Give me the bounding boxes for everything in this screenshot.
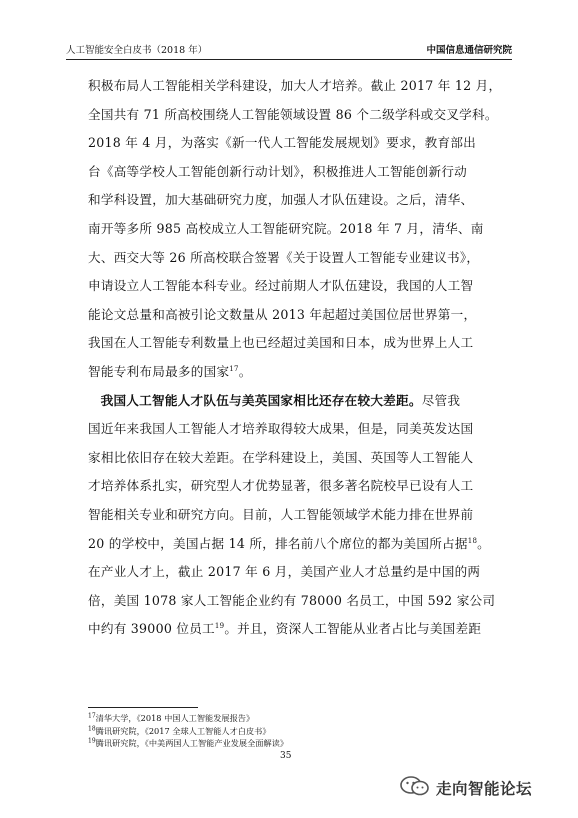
page-header xyxy=(66,44,512,60)
body-text-span: 20 的学校中，美国占据 14 所，排名前八个席位的都为美国所占据 xyxy=(88,535,468,551)
body-line: 台《高等学校人工智能创新行动计划》，积极推进人工智能创新行动 xyxy=(88,163,468,179)
body-text-span: 。 xyxy=(238,363,252,379)
footnote-text: 腾讯研究院，《2017 全球人工智能人才白皮书》 xyxy=(95,725,271,736)
body-line: 才培养体系扎实，研究型人才优势显著，很多著名院校早已设有人工 xyxy=(88,478,474,494)
body-line: 2018 年 4 月，为落实《新一代人工智能发展规划》要求，教育部出 xyxy=(88,135,477,151)
header-right-org: 中国信息通信研究院 xyxy=(426,45,512,56)
body-text-span: 。 xyxy=(477,535,491,551)
bold-lead-sentence: 我国人工智能人才队伍与美英国家相比还存在较大差距。 xyxy=(100,392,422,408)
body-line xyxy=(88,615,504,644)
body-line: 能论文总量和高被引论文数量从 2013 年起超过美国位居世界第一， xyxy=(88,306,477,322)
body-line: 倍，美国 1078 家人工智能企业约有 78000 名员工，中国 592 家公司 xyxy=(88,592,496,608)
body-line: 家相比依旧存在较大差距。在学科建设上，美国、英国等人工智能人 xyxy=(88,449,474,465)
body-line: 我国在人工智能专利数量上也已经超过美国和日本，成为世界上人工 xyxy=(88,335,474,351)
body-line: 南开等多所 985 高校成立人工智能研究院。2018 年 7 月，清华、南 xyxy=(88,220,484,236)
footnote-number: 19 xyxy=(88,737,96,745)
header-left-title: 人工智能安全白皮书（2018 年） xyxy=(66,45,208,56)
page-number: 35 xyxy=(280,751,292,761)
footnote-number: 18 xyxy=(88,724,96,732)
body-text xyxy=(88,72,504,644)
body-text-span: 智能专利布局最多的国家 xyxy=(88,363,230,379)
footnote-text: 腾讯研究院，《中美两国人工智能产业发展全面解读》 xyxy=(95,738,289,748)
footnote-number: 17 xyxy=(88,712,96,720)
body-text-span: 。并且，资深人工智能从业者占比与美国差距 xyxy=(224,621,482,637)
body-line xyxy=(88,530,504,559)
body-line: 申请设立人工智能本科专业。经过前期人才队伍建设，我国的人工智 xyxy=(88,278,474,294)
footnote-ref-17: 17 xyxy=(229,364,239,373)
footnote-text: 清华大学，《2018 中国人工智能发展报告》 xyxy=(95,713,255,723)
body-line: 在产业人才上，截止 2017 年 6 月，美国产业人才总量约是中国的两 xyxy=(88,564,481,580)
footnote-item xyxy=(88,737,288,750)
body-text-span: 中约有 39000 位员工 xyxy=(88,621,215,637)
body-line: 国近年来我国人工智能人才培养取得较大成果，但是，同美英发达国 xyxy=(88,421,474,437)
footnote-item xyxy=(88,712,288,725)
body-line xyxy=(88,387,504,416)
body-line xyxy=(88,358,504,387)
footnote-divider xyxy=(88,707,198,708)
watermark xyxy=(398,776,532,800)
body-line: 积极布局人工智能相关学科建设，加大人才培养。截止 2017 年 12 月， xyxy=(88,78,502,93)
body-line: 和学科设置，加大基础研究力度，加强人才队伍建设。之后，清华、 xyxy=(88,192,474,208)
watermark-text: 走向智能论坛 xyxy=(436,780,533,798)
body-line: 智能相关专业和研究方向。目前，人工智能领域学术能力排在世界前 xyxy=(88,506,474,522)
body-text-span: 尽管我 xyxy=(421,392,461,408)
body-line: 大、西交大等 26 所高校联合签署《关于设置人工智能专业建议书》， xyxy=(88,249,480,265)
footnote-item xyxy=(88,725,288,738)
wechat-icon xyxy=(398,775,432,801)
body-line: 全国共有 71 所高校围绕人工智能领域设置 86 个二级学科或交叉学科。 xyxy=(88,106,498,122)
footnote-ref-18: 18 xyxy=(467,536,478,545)
footnote-ref-19: 19 xyxy=(214,622,225,631)
footnotes xyxy=(88,712,288,750)
